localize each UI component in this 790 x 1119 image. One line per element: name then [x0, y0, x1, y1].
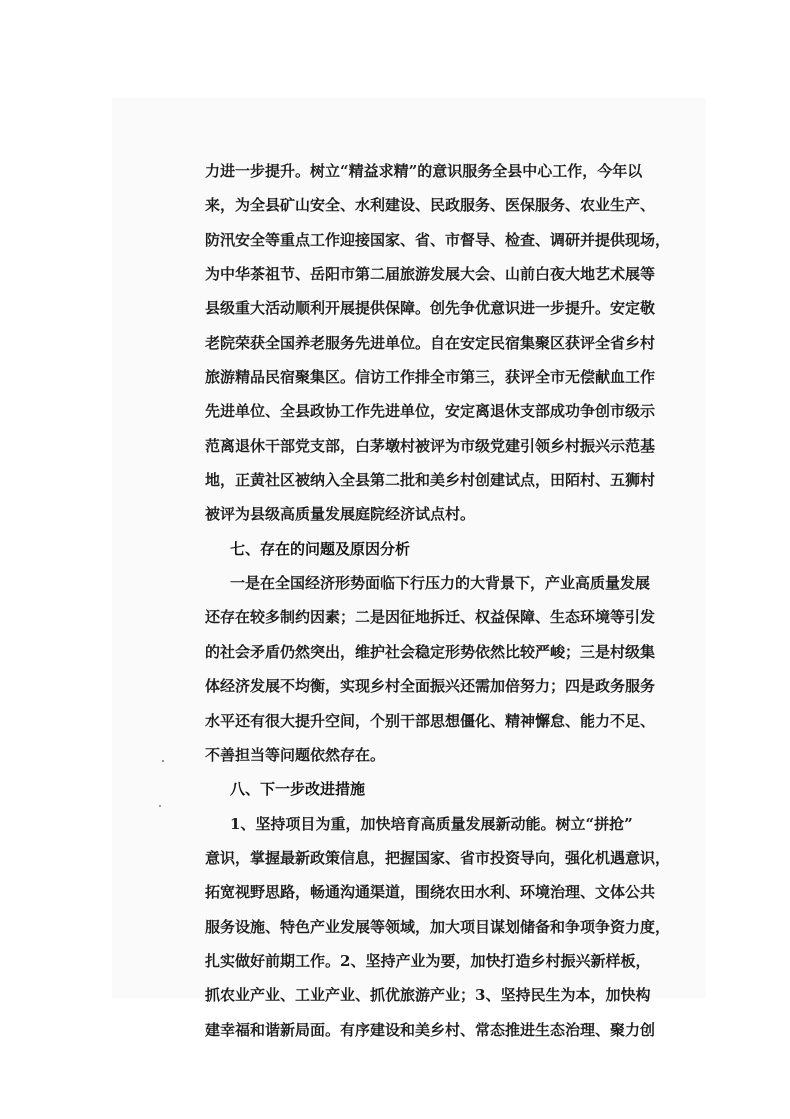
paragraph-line: 一是在全国经济形势面临下行压力的大背景下，产业高质量发展: [230, 574, 651, 593]
section-8-heading: 八、下一步改进措施: [230, 780, 366, 799]
paragraph-line: 扎实做好前期工作。2、坚持产业为要，加快打造乡村振兴新样板，: [205, 951, 651, 970]
paragraph-line: 水平还有很大提升空间，个别干部思想僵化、精神懈怠、能力不足、: [205, 711, 656, 730]
paragraph-line: 县级重大活动顺利开展提供保障。创先争优意识进一步提升。安定敬: [205, 299, 656, 318]
paragraph-line: 1、坚持项目为重，加快培育高质量发展新动能。树立“拼抢”: [230, 814, 633, 833]
scan-speck: [159, 805, 161, 807]
paragraph-line: 防汛安全等重点工作迎接国家、省、市督导、检查、调研并提供现场，: [205, 230, 671, 249]
paragraph-line: 意识，掌握最新政策信息，把握国家、省市投资导向，强化机遇意识，: [205, 848, 671, 867]
paragraph-line: 拓宽视野思路，畅通沟通渠道，围绕农田水利、环境治理、文体公共: [205, 883, 656, 902]
paragraph-line: 服务设施、特色产业发展等领域，加大项目谋划储备和争项争资力度，: [205, 917, 671, 936]
paragraph-line: 抓农业产业、工业产业、抓优旅游产业；3、坚持民生为本，加快构: [205, 986, 651, 1005]
paragraph-line: 还存在较多制约因素；二是因征地拆迁、权益保障、生态环境等引发: [205, 608, 656, 627]
paragraph-line: 旅游精品民宿聚集区。信访工作排全市第三，获评全市无偿献血工作: [205, 368, 656, 387]
paragraph-line: 来，为全县矿山安全、水利建设、民政服务、医保服务、农业生产、: [205, 196, 656, 215]
paragraph-line: 力进一步提升。树立“精益求精”的意识服务全县中心工作，今年以: [205, 162, 643, 180]
paragraph-line: 为中华茶祖节、岳阳市第二届旅游发展大会、山前白夜大地艺术展等: [205, 265, 656, 284]
paragraph-line: 地，正黄社区被纳入全县第二批和美乡村创建试点，田陌村、五狮村: [205, 471, 656, 490]
paragraph-line: 体经济发展不均衡，实现乡村全面振兴还需加倍努力；四是政务服务: [205, 677, 656, 696]
paragraph-line: 建幸福和谐新局面。有序建设和美乡村、常态推进生态治理、聚力创: [205, 1020, 656, 1039]
paragraph-line: 先进单位、全县政协工作先进单位，安定离退休支部成功争创市级示: [205, 402, 656, 421]
scan-speck: [162, 760, 164, 762]
paragraph-line: 的社会矛盾仍然突出，维护社会稳定形势依然比较严峻；三是村级集: [205, 642, 656, 661]
document-body: [205, 154, 671, 1047]
paragraph-line: 老院荣获全国养老服务先进单位。自在安定民宿集聚区获评全省乡村: [205, 333, 656, 352]
paragraph-line: 范离退休干部党支部，白茅墩村被评为市级党建引领乡村振兴示范基: [205, 436, 656, 455]
paragraph-line: 不善担当等问题依然存在。: [205, 745, 386, 764]
section-7-heading: 七、存在的问题及原因分析: [230, 539, 411, 558]
paragraph-line: 被评为县级高质量发展庭院经济试点村。: [205, 505, 476, 524]
